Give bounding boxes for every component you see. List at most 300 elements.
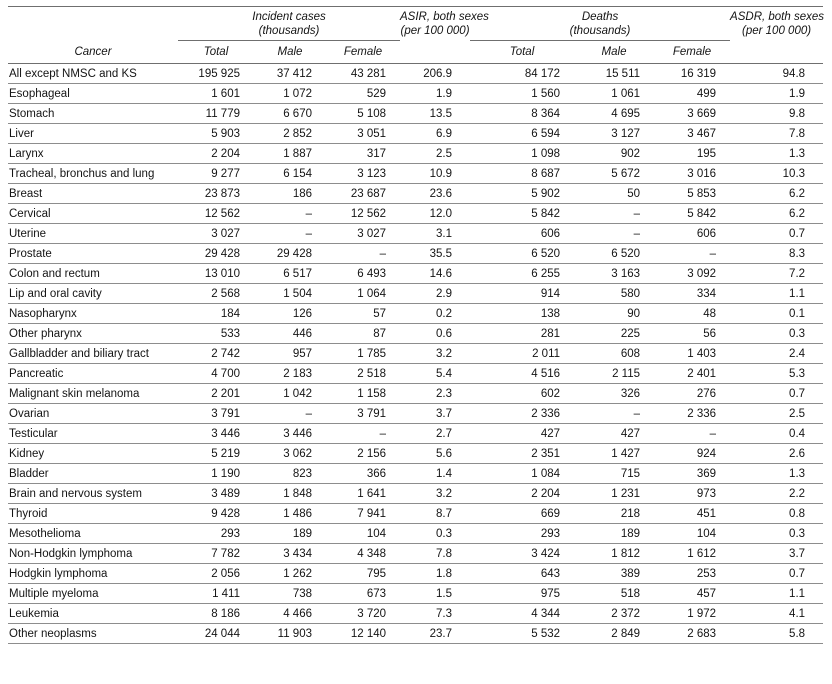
value-cell: 293 [178, 524, 254, 544]
table-row [8, 604, 823, 624]
value-cell: 3.2 [400, 484, 470, 504]
cancer-name: Colon and rectum [8, 264, 178, 284]
value-cell: 533 [178, 324, 254, 344]
value-cell: 1 403 [654, 344, 730, 364]
value-cell: 0.7 [730, 564, 823, 584]
value-cell: 1 641 [326, 484, 400, 504]
cancer-name: Larynx [8, 144, 178, 164]
value-cell: 1.4 [400, 464, 470, 484]
value-cell: 5 532 [470, 624, 574, 644]
value-cell: 4.1 [730, 604, 823, 624]
cancer-name: Esophageal [8, 84, 178, 104]
group-label-line1: Deaths [581, 11, 619, 23]
value-cell: 3 434 [254, 544, 326, 564]
value-cell: 2 011 [470, 344, 574, 364]
value-cell: 369 [654, 464, 730, 484]
value-cell: – [254, 224, 326, 244]
value-cell: 1 812 [574, 544, 654, 564]
value-cell: 499 [654, 84, 730, 104]
table-row [8, 184, 823, 204]
cancer-name: Leukemia [8, 604, 178, 624]
table-row [8, 284, 823, 304]
value-cell: 2.6 [730, 444, 823, 464]
value-cell: 1 061 [574, 84, 654, 104]
cancer-name: Brain and nervous system [8, 484, 178, 504]
value-cell: 11 779 [178, 104, 254, 124]
value-cell: 3.7 [400, 404, 470, 424]
value-cell: 3 127 [574, 124, 654, 144]
value-cell: 1 601 [178, 84, 254, 104]
value-cell: 902 [574, 144, 654, 164]
value-cell: 13.5 [400, 104, 470, 124]
value-cell: 1 158 [326, 384, 400, 404]
value-cell: 2 056 [178, 564, 254, 584]
value-cell: 2.5 [400, 144, 470, 164]
value-cell: 0.4 [730, 424, 823, 444]
value-cell: 35.5 [400, 244, 470, 264]
value-cell: 3 424 [470, 544, 574, 564]
value-cell: 3 051 [326, 124, 400, 144]
value-cell: 94.8 [730, 64, 823, 84]
value-cell: 957 [254, 344, 326, 364]
value-cell: 8.7 [400, 504, 470, 524]
value-cell: 195 925 [178, 64, 254, 84]
value-cell: 2.2 [730, 484, 823, 504]
value-cell: 738 [254, 584, 326, 604]
column-header-incident-female: Female [326, 41, 400, 64]
value-cell: 84 172 [470, 64, 574, 84]
value-cell: 6.2 [730, 184, 823, 204]
value-cell: 189 [574, 524, 654, 544]
table-row [8, 324, 823, 344]
value-cell: 3 720 [326, 604, 400, 624]
value-cell: 5 108 [326, 104, 400, 124]
value-cell: 138 [470, 304, 574, 324]
value-cell: 457 [654, 584, 730, 604]
value-cell: 6 594 [470, 124, 574, 144]
value-cell: 427 [470, 424, 574, 444]
value-cell: 0.3 [730, 524, 823, 544]
table-row [8, 624, 823, 644]
value-cell: 3 489 [178, 484, 254, 504]
value-cell: 16 319 [654, 64, 730, 84]
value-cell: 293 [470, 524, 574, 544]
value-cell: 206.9 [400, 64, 470, 84]
cancer-name: Prostate [8, 244, 178, 264]
value-cell: 5 853 [654, 184, 730, 204]
value-cell: 973 [654, 484, 730, 504]
value-cell: 10.3 [730, 164, 823, 184]
value-cell: 529 [326, 84, 400, 104]
value-cell: 1 411 [178, 584, 254, 604]
group-header-incident-cases [178, 7, 400, 41]
value-cell: 1.3 [730, 464, 823, 484]
value-cell: 4 348 [326, 544, 400, 564]
value-cell: 90 [574, 304, 654, 324]
table-row [8, 464, 823, 484]
value-cell: 7.8 [730, 124, 823, 144]
value-cell: 608 [574, 344, 654, 364]
value-cell: 1 560 [470, 84, 574, 104]
cancer-name: Lip and oral cavity [8, 284, 178, 304]
value-cell: 5 902 [470, 184, 574, 204]
cancer-name: Mesothelioma [8, 524, 178, 544]
value-cell: 8 687 [470, 164, 574, 184]
value-cell: 184 [178, 304, 254, 324]
value-cell: 7 941 [326, 504, 400, 524]
value-cell: 2 183 [254, 364, 326, 384]
value-cell: 823 [254, 464, 326, 484]
table-row [8, 444, 823, 464]
value-cell: 643 [470, 564, 574, 584]
value-cell: 29 428 [178, 244, 254, 264]
value-cell: 12.0 [400, 204, 470, 224]
value-cell: – [254, 204, 326, 224]
value-cell: 924 [654, 444, 730, 464]
value-cell: 1 848 [254, 484, 326, 504]
value-cell: 8.3 [730, 244, 823, 264]
value-cell: 3 123 [326, 164, 400, 184]
value-cell: 50 [574, 184, 654, 204]
value-cell: 5.8 [730, 624, 823, 644]
cancer-name: Liver [8, 124, 178, 144]
value-cell: – [254, 404, 326, 424]
value-cell: 189 [254, 524, 326, 544]
value-cell: 715 [574, 464, 654, 484]
cancer-name: Ovarian [8, 404, 178, 424]
value-cell: 1.1 [730, 584, 823, 604]
value-cell: 3 467 [654, 124, 730, 144]
value-cell: 1.5 [400, 584, 470, 604]
cancer-name: Gallbladder and biliary tract [8, 344, 178, 364]
cancer-name: Bladder [8, 464, 178, 484]
value-cell: 3.7 [730, 544, 823, 564]
group-label-line2: (thousands) [569, 25, 631, 37]
value-cell: 12 140 [326, 624, 400, 644]
value-cell: 4 695 [574, 104, 654, 124]
cancer-name: Multiple myeloma [8, 584, 178, 604]
group-label-line1: ASIR, both sexes [400, 11, 489, 23]
value-cell: 0.3 [730, 324, 823, 344]
value-cell: 6 520 [574, 244, 654, 264]
value-cell: 0.7 [730, 224, 823, 244]
column-header-cancer: Cancer [8, 41, 178, 64]
value-cell: 2 204 [178, 144, 254, 164]
value-cell: 2 742 [178, 344, 254, 364]
value-cell: 2.3 [400, 384, 470, 404]
table-row [8, 584, 823, 604]
value-cell: 975 [470, 584, 574, 604]
table-row [8, 404, 823, 424]
value-cell: 4 516 [470, 364, 574, 384]
value-cell: 15 511 [574, 64, 654, 84]
value-cell: 366 [326, 464, 400, 484]
value-cell: 1 064 [326, 284, 400, 304]
table-row [8, 144, 823, 164]
cancer-name: Breast [8, 184, 178, 204]
value-cell: 12 562 [326, 204, 400, 224]
value-cell: 3 016 [654, 164, 730, 184]
cancer-name: Malignant skin melanoma [8, 384, 178, 404]
table-row [8, 84, 823, 104]
value-cell: 1 098 [470, 144, 574, 164]
column-group-row [8, 7, 823, 41]
value-cell: 2 372 [574, 604, 654, 624]
table-row [8, 364, 823, 384]
value-cell: 0.2 [400, 304, 470, 324]
value-cell: 2 568 [178, 284, 254, 304]
table-header [8, 7, 823, 64]
value-cell: 3 163 [574, 264, 654, 284]
cancer-name: Non-Hodgkin lymphoma [8, 544, 178, 564]
value-cell: 1 231 [574, 484, 654, 504]
value-cell: 1.9 [400, 84, 470, 104]
cancer-name: Other neoplasms [8, 624, 178, 644]
value-cell: 606 [654, 224, 730, 244]
table-body [8, 64, 823, 644]
value-cell: 602 [470, 384, 574, 404]
value-cell: 14.6 [400, 264, 470, 284]
table-row [8, 104, 823, 124]
value-cell: 3 446 [254, 424, 326, 444]
value-cell: 126 [254, 304, 326, 324]
value-cell: 6.2 [730, 204, 823, 224]
value-cell: 3 446 [178, 424, 254, 444]
value-cell: 7 782 [178, 544, 254, 564]
value-cell: 5.3 [730, 364, 823, 384]
value-cell: 1 084 [470, 464, 574, 484]
table-row [8, 204, 823, 224]
value-cell: 0.7 [730, 384, 823, 404]
value-cell: 1 190 [178, 464, 254, 484]
value-cell: 7.8 [400, 544, 470, 564]
value-cell: 0.6 [400, 324, 470, 344]
value-cell: 4 466 [254, 604, 326, 624]
group-header-asir [400, 7, 489, 41]
value-cell: – [574, 204, 654, 224]
value-cell: 1 427 [574, 444, 654, 464]
value-cell: 7.2 [730, 264, 823, 284]
value-cell: 11 903 [254, 624, 326, 644]
value-cell: 795 [326, 564, 400, 584]
value-cell: 580 [574, 284, 654, 304]
group-label-line2: (per 100 000) [400, 25, 470, 37]
value-cell: – [574, 224, 654, 244]
value-cell: 23.6 [400, 184, 470, 204]
column-header-incident-male: Male [254, 41, 326, 64]
value-cell: 104 [654, 524, 730, 544]
cancer-name: Cervical [8, 204, 178, 224]
value-cell: 2.7 [400, 424, 470, 444]
group-header-deaths [470, 7, 730, 41]
value-cell: 48 [654, 304, 730, 324]
cancer-name: Uterine [8, 224, 178, 244]
value-cell: 2 336 [470, 404, 574, 424]
value-cell: 427 [574, 424, 654, 444]
value-cell: 606 [470, 224, 574, 244]
value-cell: 914 [470, 284, 574, 304]
cancer-name: Other pharynx [8, 324, 178, 344]
column-header-deaths-female: Female [654, 41, 730, 64]
table-row [8, 524, 823, 544]
value-cell: 2 849 [574, 624, 654, 644]
value-cell: 6 493 [326, 264, 400, 284]
value-cell: 276 [654, 384, 730, 404]
value-cell: 1.9 [730, 84, 823, 104]
table-row [8, 164, 823, 184]
value-cell: 1 785 [326, 344, 400, 364]
value-cell: 8 186 [178, 604, 254, 624]
table-row [8, 344, 823, 364]
value-cell: 2 683 [654, 624, 730, 644]
value-cell: 326 [574, 384, 654, 404]
value-cell: 2 401 [654, 364, 730, 384]
value-cell: 669 [470, 504, 574, 524]
value-cell: 3 027 [326, 224, 400, 244]
cancer-name: All except NMSC and KS [8, 64, 178, 84]
group-label-line2: (thousands) [258, 25, 320, 37]
value-cell: 6 520 [470, 244, 574, 264]
value-cell: 3 669 [654, 104, 730, 124]
value-cell: 518 [574, 584, 654, 604]
column-header-asir-spacer [400, 41, 470, 64]
value-cell: 2 351 [470, 444, 574, 464]
group-label-line1: Incident cases [252, 11, 326, 23]
value-cell: 9.8 [730, 104, 823, 124]
value-cell: – [654, 424, 730, 444]
value-cell: 13 010 [178, 264, 254, 284]
value-cell: 57 [326, 304, 400, 324]
table-row [8, 424, 823, 444]
value-cell: 3.1 [400, 224, 470, 244]
cancer-name: Stomach [8, 104, 178, 124]
value-cell: 87 [326, 324, 400, 344]
group-label-line1: ASDR, both sexes [730, 11, 825, 23]
table-row [8, 384, 823, 404]
table-row [8, 124, 823, 144]
value-cell: 5.6 [400, 444, 470, 464]
value-cell: 1 504 [254, 284, 326, 304]
value-cell: 1 042 [254, 384, 326, 404]
cancer-name: Pancreatic [8, 364, 178, 384]
value-cell: 12 562 [178, 204, 254, 224]
value-cell: 218 [574, 504, 654, 524]
value-cell: 1.3 [730, 144, 823, 164]
table-row [8, 484, 823, 504]
value-cell: 389 [574, 564, 654, 584]
value-cell: 23 687 [326, 184, 400, 204]
cancer-name: Kidney [8, 444, 178, 464]
value-cell: 2 852 [254, 124, 326, 144]
group-label-line2: (per 100 000) [742, 25, 812, 37]
value-cell: 23.7 [400, 624, 470, 644]
value-cell: 3 791 [178, 404, 254, 424]
cancer-statistics-table [8, 6, 823, 644]
value-cell: 4 700 [178, 364, 254, 384]
value-cell: 2 201 [178, 384, 254, 404]
value-cell: 673 [326, 584, 400, 604]
value-cell: 3 092 [654, 264, 730, 284]
value-cell: 1 486 [254, 504, 326, 524]
value-cell: 2 204 [470, 484, 574, 504]
value-cell: 24 044 [178, 624, 254, 644]
value-cell: 56 [654, 324, 730, 344]
cancer-name: Nasopharynx [8, 304, 178, 324]
value-cell: 1 612 [654, 544, 730, 564]
value-cell: 1 072 [254, 84, 326, 104]
value-cell: 3 062 [254, 444, 326, 464]
value-cell: 5 842 [654, 204, 730, 224]
column-header-asdr-spacer [730, 41, 823, 64]
cancer-name: Tracheal, bronchus and lung [8, 164, 178, 184]
value-cell: 2.4 [730, 344, 823, 364]
column-header-deaths-male: Male [574, 41, 654, 64]
value-cell: 2 518 [326, 364, 400, 384]
value-cell: 0.1 [730, 304, 823, 324]
value-cell: 195 [654, 144, 730, 164]
table-row [8, 244, 823, 264]
value-cell: 37 412 [254, 64, 326, 84]
value-cell: 1.8 [400, 564, 470, 584]
value-cell: 1 972 [654, 604, 730, 624]
value-cell: 43 281 [326, 64, 400, 84]
table-row [8, 544, 823, 564]
value-cell: 10.9 [400, 164, 470, 184]
value-cell: 3 027 [178, 224, 254, 244]
value-cell: 5 903 [178, 124, 254, 144]
value-cell: 1 262 [254, 564, 326, 584]
value-cell: 2 115 [574, 364, 654, 384]
value-cell: 225 [574, 324, 654, 344]
value-cell: 253 [654, 564, 730, 584]
value-cell: 29 428 [254, 244, 326, 264]
value-cell: 1.1 [730, 284, 823, 304]
value-cell: 3.2 [400, 344, 470, 364]
value-cell: – [326, 244, 400, 264]
value-cell: 9 277 [178, 164, 254, 184]
value-cell: 5.4 [400, 364, 470, 384]
value-cell: 104 [326, 524, 400, 544]
group-header-spacer [8, 7, 178, 41]
cancer-name: Hodgkin lymphoma [8, 564, 178, 584]
value-cell: 2 156 [326, 444, 400, 464]
column-header-deaths-total: Total [470, 41, 574, 64]
value-cell: 8 364 [470, 104, 574, 124]
value-cell: 0.8 [730, 504, 823, 524]
value-cell: 334 [654, 284, 730, 304]
group-header-asdr [730, 7, 823, 41]
value-cell: 446 [254, 324, 326, 344]
value-cell: 186 [254, 184, 326, 204]
value-cell: 7.3 [400, 604, 470, 624]
value-cell: – [654, 244, 730, 264]
value-cell: 6.9 [400, 124, 470, 144]
value-cell: 9 428 [178, 504, 254, 524]
value-cell: 2 336 [654, 404, 730, 424]
value-cell: – [574, 404, 654, 424]
table-row [8, 64, 823, 84]
value-cell: 23 873 [178, 184, 254, 204]
value-cell: 2.5 [730, 404, 823, 424]
value-cell: 5 219 [178, 444, 254, 464]
value-cell: 3 791 [326, 404, 400, 424]
value-cell: 281 [470, 324, 574, 344]
value-cell: – [326, 424, 400, 444]
value-cell: 5 842 [470, 204, 574, 224]
value-cell: 5 672 [574, 164, 654, 184]
value-cell: 317 [326, 144, 400, 164]
value-cell: 4 344 [470, 604, 574, 624]
